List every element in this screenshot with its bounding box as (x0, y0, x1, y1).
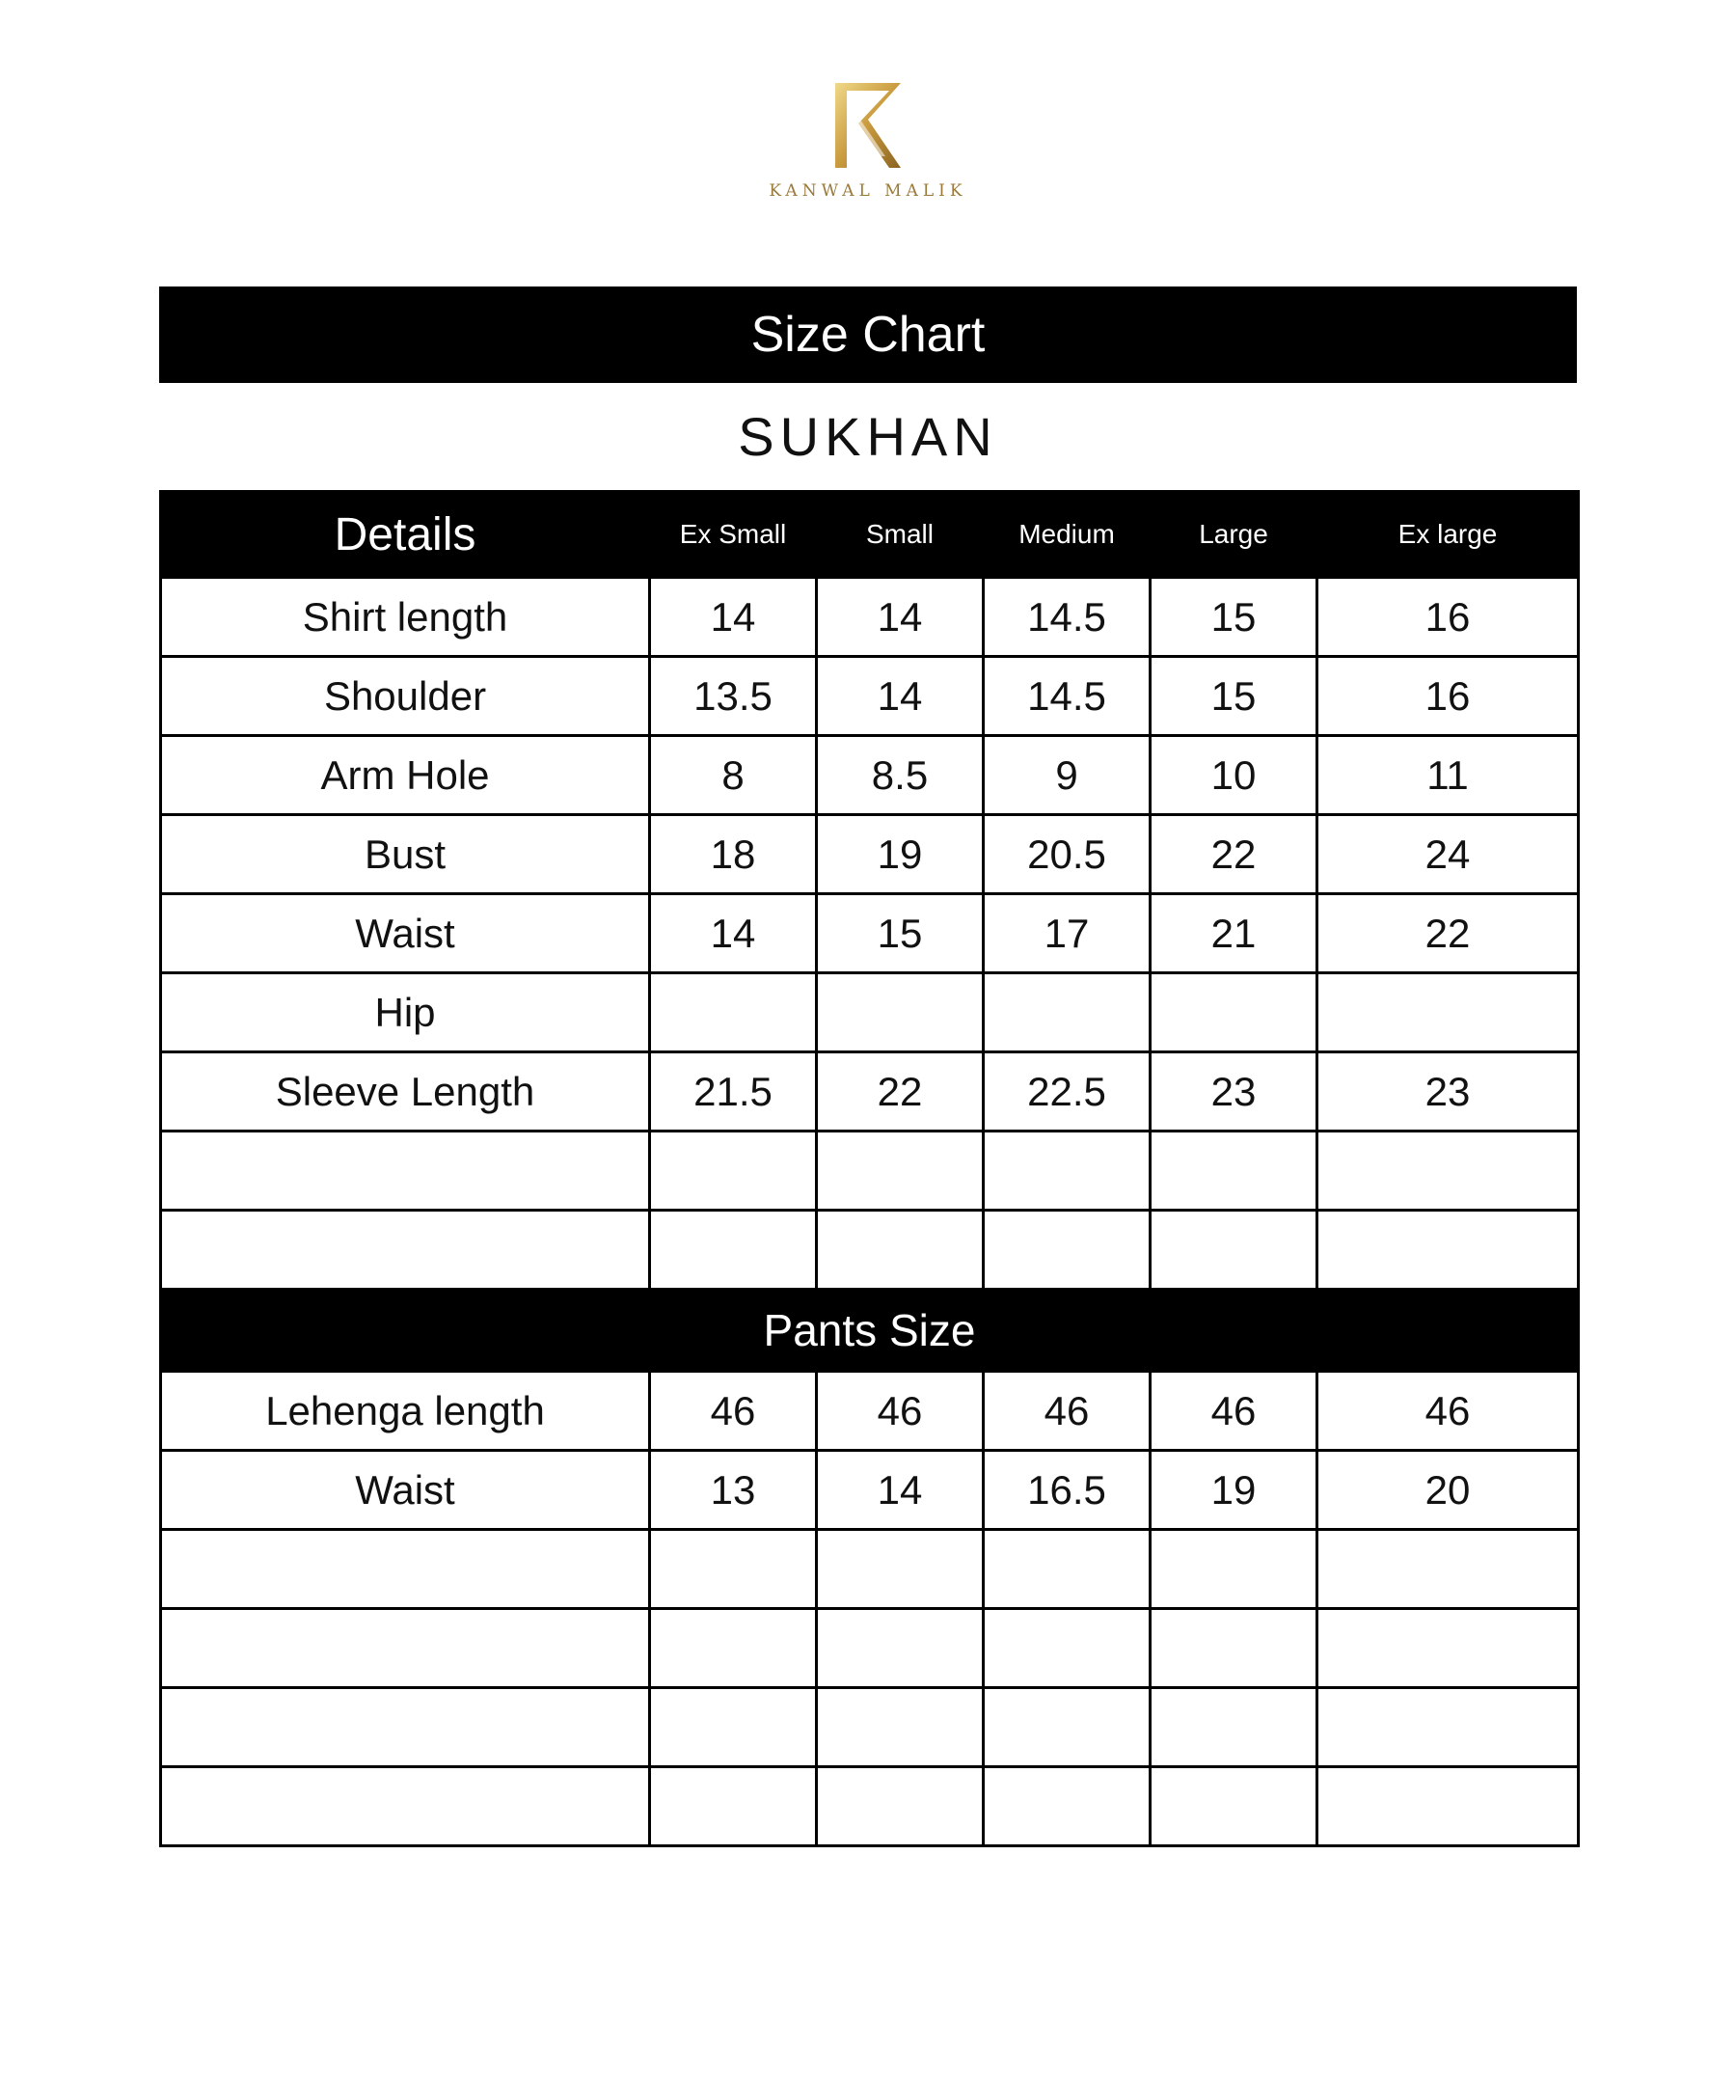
measurement-value (817, 1609, 984, 1688)
measurement-value (817, 1767, 984, 1846)
measurement-value: 8.5 (817, 736, 984, 815)
measurement-value: 24 (1317, 815, 1579, 894)
measurement-value (1151, 1132, 1317, 1211)
measurement-value (650, 1609, 817, 1688)
size-chart-title: Size Chart (159, 286, 1577, 383)
measurement-value: 16 (1317, 578, 1579, 657)
shirt-row (161, 1132, 1579, 1211)
measurement-value: 46 (984, 1372, 1151, 1451)
measurement-value: 22 (1151, 815, 1317, 894)
measurement-value: 46 (650, 1372, 817, 1451)
measurement-value: 14 (817, 578, 984, 657)
pants-section-title: Pants Size (161, 1290, 1579, 1372)
measurement-value (984, 1767, 1151, 1846)
measurement-value (984, 1530, 1151, 1609)
measurement-value (984, 1132, 1151, 1211)
measurement-label: Hip (161, 973, 650, 1052)
measurement-value (1317, 1609, 1579, 1688)
measurement-label: Arm Hole (161, 736, 650, 815)
measurement-value: 19 (817, 815, 984, 894)
measurement-value: 13.5 (650, 657, 817, 736)
measurement-value: 11 (1317, 736, 1579, 815)
measurement-label (161, 1211, 650, 1290)
measurement-value: 22 (1317, 894, 1579, 973)
measurement-value (650, 1688, 817, 1767)
measurement-label: Shoulder (161, 657, 650, 736)
size-header: Small (817, 492, 984, 578)
size-header: Large (1151, 492, 1317, 578)
measurement-value (1317, 1132, 1579, 1211)
measurement-label (161, 1688, 650, 1767)
measurement-value: 14 (650, 894, 817, 973)
shirt-row (161, 894, 1579, 973)
measurement-value: 15 (817, 894, 984, 973)
measurement-value: 10 (1151, 736, 1317, 815)
measurement-value: 13 (650, 1451, 817, 1530)
shirt-row (161, 578, 1579, 657)
measurement-value: 20.5 (984, 815, 1151, 894)
pants-row (161, 1530, 1579, 1609)
measurement-value (984, 1688, 1151, 1767)
km-monogram-icon (829, 77, 907, 174)
measurement-value: 15 (1151, 657, 1317, 736)
measurement-label: Lehenga length (161, 1372, 650, 1451)
measurement-label (161, 1530, 650, 1609)
measurement-label (161, 1609, 650, 1688)
details-header: Details (161, 492, 650, 578)
measurement-value: 22 (817, 1052, 984, 1132)
measurement-value (1151, 1688, 1317, 1767)
brand-name: KANWAL MALIK (769, 181, 967, 201)
measurement-value: 20 (1317, 1451, 1579, 1530)
measurement-label: Sleeve Length (161, 1052, 650, 1132)
measurement-value (1151, 1609, 1317, 1688)
pants-row (161, 1609, 1579, 1688)
shirt-row (161, 657, 1579, 736)
measurement-value (984, 973, 1151, 1052)
measurement-value: 15 (1151, 578, 1317, 657)
measurement-value (1317, 1211, 1579, 1290)
measurement-value: 17 (984, 894, 1151, 973)
pants-row (161, 1688, 1579, 1767)
measurement-value (1151, 1767, 1317, 1846)
measurement-value: 18 (650, 815, 817, 894)
measurement-value: 16 (1317, 657, 1579, 736)
measurement-value: 14 (817, 1451, 984, 1530)
measurement-value (1151, 1211, 1317, 1290)
measurement-value (650, 973, 817, 1052)
shirt-row (161, 1052, 1579, 1132)
measurement-label: Waist (161, 894, 650, 973)
shirt-row (161, 736, 1579, 815)
measurement-value: 46 (817, 1372, 984, 1451)
shirt-row (161, 1211, 1579, 1290)
measurement-value: 14.5 (984, 578, 1151, 657)
measurement-value (650, 1211, 817, 1290)
measurement-value: 22.5 (984, 1052, 1151, 1132)
measurement-value (1151, 973, 1317, 1052)
measurement-value: 46 (1151, 1372, 1317, 1451)
measurement-value: 14 (817, 657, 984, 736)
measurement-value: 14.5 (984, 657, 1151, 736)
measurement-value: 21 (1151, 894, 1317, 973)
measurement-value (650, 1530, 817, 1609)
measurement-label (161, 1132, 650, 1211)
measurement-value (1317, 973, 1579, 1052)
brand-logo (752, 77, 984, 212)
shirt-row (161, 973, 1579, 1052)
measurement-value: 23 (1317, 1052, 1579, 1132)
measurement-value (817, 1688, 984, 1767)
measurement-label: Bust (161, 815, 650, 894)
measurement-value: 14 (650, 578, 817, 657)
measurement-value: 8 (650, 736, 817, 815)
pants-row (161, 1372, 1579, 1451)
measurement-value (1151, 1530, 1317, 1609)
measurement-value: 23 (1151, 1052, 1317, 1132)
measurement-value (1317, 1688, 1579, 1767)
measurement-value (650, 1767, 817, 1846)
size-header: Ex Small (650, 492, 817, 578)
measurement-value (984, 1211, 1151, 1290)
measurement-value (1317, 1767, 1579, 1846)
measurement-value: 19 (1151, 1451, 1317, 1530)
measurement-value (817, 1530, 984, 1609)
measurement-value (817, 1211, 984, 1290)
size-table (159, 490, 1580, 1847)
measurement-value (984, 1609, 1151, 1688)
pants-row (161, 1451, 1579, 1530)
measurement-label: Waist (161, 1451, 650, 1530)
shirt-row (161, 815, 1579, 894)
measurement-value: 9 (984, 736, 1151, 815)
measurement-value (817, 1132, 984, 1211)
measurement-label (161, 1767, 650, 1846)
size-header: Medium (984, 492, 1151, 578)
measurement-value (1317, 1530, 1579, 1609)
header-row (161, 492, 1579, 578)
pants-row (161, 1767, 1579, 1846)
measurement-value: 46 (1317, 1372, 1579, 1451)
measurement-value: 21.5 (650, 1052, 817, 1132)
measurement-value (817, 973, 984, 1052)
measurement-value (650, 1132, 817, 1211)
pants-section-row (161, 1290, 1579, 1372)
measurement-value: 16.5 (984, 1451, 1151, 1530)
size-header: Ex large (1317, 492, 1579, 578)
collection-name: SUKHAN (738, 405, 998, 467)
measurement-label: Shirt length (161, 578, 650, 657)
